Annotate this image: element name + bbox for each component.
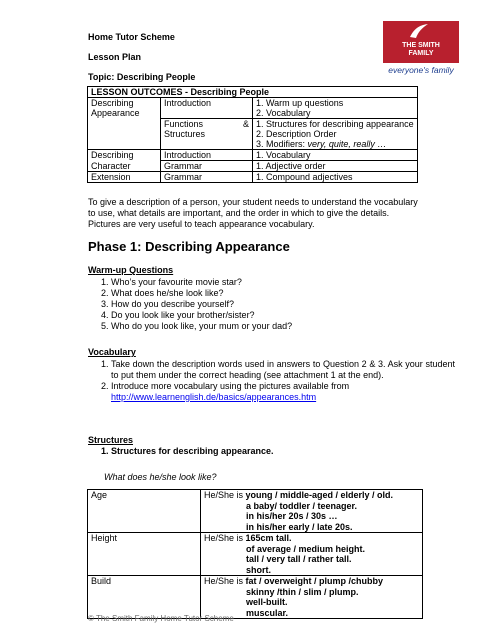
logo-tagline: everyone's family [388, 65, 454, 75]
table-row [88, 576, 423, 619]
page-footer: © The Smith Family Home Tutor Scheme [88, 614, 234, 623]
list-item: 1. Who’s your favourite movie star? [111, 277, 292, 288]
outcomes-title: LESSON OUTCOMES - Describing People [88, 87, 418, 98]
modifiers-text: very, quite, really … [307, 139, 387, 149]
list-item: 1. Structures for describing appearance. [111, 446, 274, 457]
list-item: 1. Take down the description words used in answers to Question 2 & 3. Ask your student to put them under the correct heading (see attachment 1 at the end). [111, 359, 455, 381]
outcome-item: 1. Structures for describing appearance [256, 119, 414, 129]
area-cell: Extension [88, 172, 161, 183]
area-label: Describing [91, 98, 134, 108]
structure-question: What does he/she look like? [104, 472, 217, 482]
stage-cell: Introduction [161, 98, 253, 119]
list-item: 5. Who do you look like, your mum or your dad? [111, 321, 292, 332]
outcome-items [253, 119, 418, 150]
area-cell [88, 98, 161, 150]
stage-label: & [242, 119, 249, 129]
plan-title: Lesson Plan [88, 52, 142, 62]
topic-title: Topic: Describing People [88, 72, 196, 82]
ellipsis: … [104, 482, 113, 492]
list-item: 4. Do you look like your brother/sister? [111, 310, 292, 321]
structures-heading: Structures [88, 435, 134, 445]
warmup-list [88, 277, 292, 332]
list-item: 2. Introduce more vocabulary using the pictures available from http://www.learnenglish.de/basics/appearances.htm [111, 381, 455, 403]
description-table [87, 489, 423, 619]
vocabulary-heading: Vocabulary [88, 347, 136, 357]
table-row [88, 533, 423, 576]
list-item: 3. How do you describe yourself? [111, 299, 292, 310]
outcome-item: 2. Vocabulary [256, 108, 311, 118]
intro-paragraph: To give a description of a person, your student needs to understand the vocabulary to use, what details are important, and the order in which to give the details. Pictures are very useful to teach appearance vocabulary. [88, 197, 418, 229]
area-label: Appearance [91, 108, 140, 118]
warmup-heading: Warm-up Questions [88, 265, 174, 275]
row-label: Build [88, 576, 201, 619]
table-row [88, 490, 423, 533]
structures-list [88, 446, 274, 457]
area-cell: Character [88, 161, 161, 172]
logo-badge [383, 21, 459, 63]
stage-label: Functions [164, 119, 204, 129]
row-content: He/She is 165cm tall. of average / medium height. tall / very tall / rather tall. short. [201, 533, 423, 576]
stage-cell: Grammar [161, 172, 253, 183]
logo-name-line1: THE SMITH [402, 42, 440, 49]
stage-label: Structures [164, 129, 206, 139]
stage-cell [161, 119, 253, 150]
row-label: Age [88, 490, 201, 533]
row-label: Height [88, 533, 201, 576]
row-content: He/She is young / middle-aged / elderly / old. a baby/ toddler / teenager. in his/her 20s / 30s … in his/her early / late 20s. [201, 490, 423, 533]
scheme-title: Home Tutor Scheme [88, 32, 175, 42]
list-item: 2. What does he/she look like? [111, 288, 292, 299]
smith-family-logo [383, 21, 459, 75]
vocabulary-list [88, 359, 455, 403]
outcome-item: 1. Adjective order [253, 161, 418, 172]
logo-swoosh-icon [409, 23, 429, 39]
area-cell: Describing [88, 150, 161, 161]
outcome-item: 1. Warm up questions [256, 98, 344, 108]
phase-heading: Phase 1: Describing Appearance [88, 239, 290, 254]
stage-cell: Grammar [161, 161, 253, 172]
outcome-items [253, 98, 418, 119]
outcome-item: 3. Modifiers: very, quite, really … [256, 139, 387, 149]
stage-cell: Introduction [161, 150, 253, 161]
appearances-link[interactable]: http://www.learnenglish.de/basics/appearances.htm [111, 392, 317, 402]
row-content: He/She is fat / overweight / plump /chubby skinny /thin / slim / plump. well-built. muscular. [201, 576, 423, 619]
logo-name-line2: FAMILY [408, 50, 434, 57]
outcome-item: 1. Compound adjectives [253, 172, 418, 183]
lesson-outcomes-table [87, 86, 418, 183]
outcome-item: 1. Vocabulary [253, 150, 418, 161]
outcome-item: 2. Description Order [256, 129, 337, 139]
